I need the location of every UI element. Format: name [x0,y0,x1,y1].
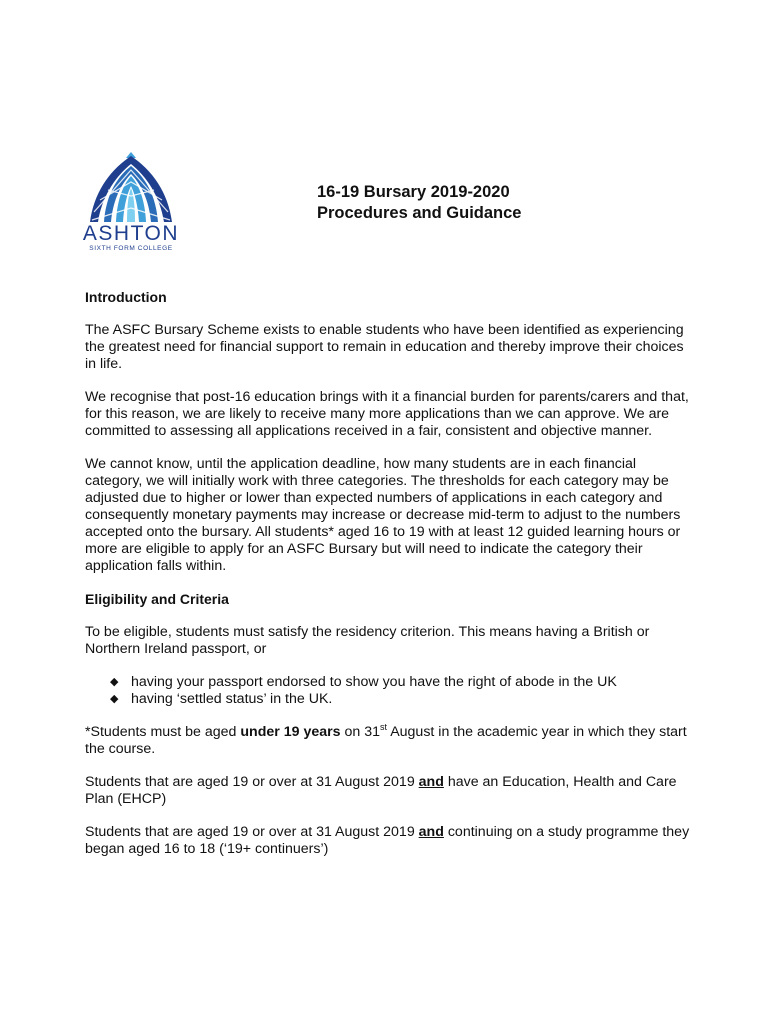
list-item [110,674,695,691]
title-line-1: 16-19 Bursary 2019-2020 [317,183,510,201]
diamond-bullet-icon: ◆ [110,676,119,688]
logo-subtitle: SIXTH FORM COLLEGE [89,245,173,252]
residency-bullet-list [85,674,695,708]
age-note-suffix: August in the academic year in which they start the course. [85,724,687,757]
document-body [85,289,695,874]
age-note [85,724,695,758]
logo-arch-icon [80,150,182,225]
continuers-note-suffix: continuing on a study programme they began aged 16 to 18 (‘19+ continuers’) [85,824,690,857]
ehcp-note-emphasis: and [418,774,444,790]
ehcp-note [85,774,695,808]
age-note-sup: st [380,722,388,732]
continuers-note-prefix: Students that are aged 19 or over at 31 August 2019 [85,824,419,840]
age-note-mid: on 31 [340,724,381,740]
bullet-text: having ‘settled status’ in the UK. [131,691,333,707]
intro-paragraph-2: We recognise that post-16 education brings with it a financial burden for parents/carers and that, for this reason, we are likely to receive many more applications than we can approve. We are committed to assessing all applications received in a fair, consistent and objective manner. [85,389,689,439]
bullet-text: having your passport endorsed to show you have the right of abode in the UK [131,674,617,690]
eligibility-paragraph: To be eligible, students must satisfy the residency criterion. This means having a British or Northern Ireland passport, or [85,624,650,657]
intro-paragraph-3: We cannot know, until the application deadline, how many students are in each financial category, we will initially work with three categories. The thresholds for each category may be adjusted due to higher or lower than expected numbers of applications in each category and consequently monetary payments may increase or decrease mid-term to adjust to the numbers accepted onto the bursary. All students* aged 16 to 19 with at least 12 guided learning hours or more are eligible to apply for an ASFC Bursary but will need to indicate the category their application falls within. [85,456,681,574]
document-title [317,182,521,224]
continuers-note-emphasis: and [418,824,444,840]
list-item [110,691,695,708]
intro-paragraph-1: The ASFC Bursary Scheme exists to enable students who have been identified as experiencing the greatest need for financial support to remain in education and thereby improve their choices in life. [85,322,684,372]
title-line-2: Procedures and Guidance [317,204,522,222]
diamond-bullet-icon: ◆ [110,693,119,705]
continuers-note [85,824,695,858]
age-note-prefix: *Students must be aged [85,724,241,740]
age-note-bold: under 19 years [240,724,341,740]
ehcp-note-prefix: Students that are aged 19 or over at 31 August 2019 [85,774,419,790]
ehcp-note-suffix: have an Education, Health and Care Plan (EHCP) [85,774,677,807]
introduction-heading: Introduction [85,289,167,305]
logo-name: ASHTON [82,222,180,245]
ashton-college-logo [80,150,182,260]
eligibility-heading: Eligibility and Criteria [85,591,229,607]
